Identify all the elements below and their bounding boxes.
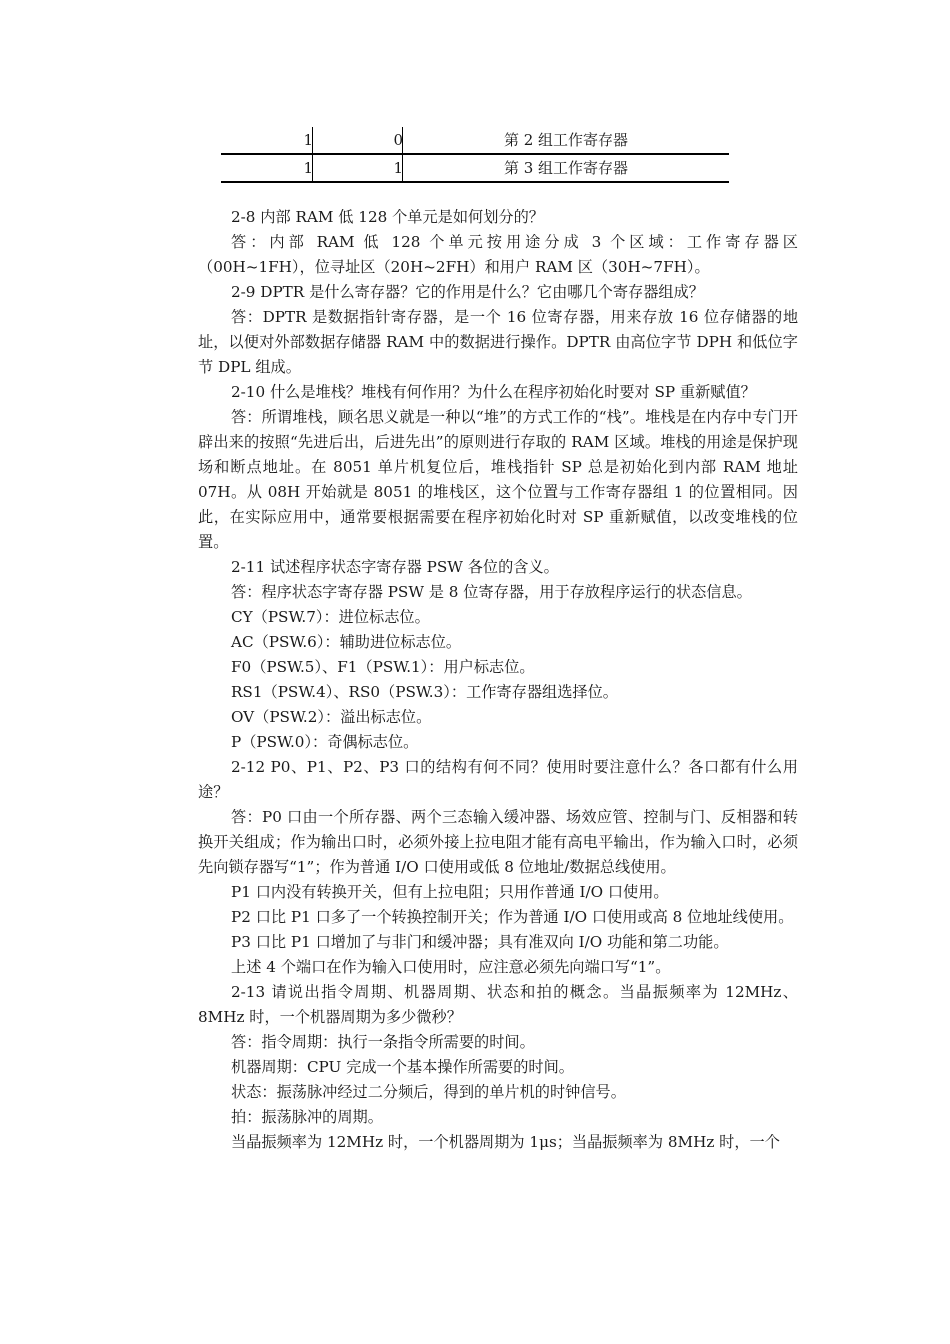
register-bank-table [221, 127, 729, 183]
question-2-13: 2-13 请说出指令周期、机器周期、状态和拍的概念。当晶振频率为 12MHz、8MHz 时，一个机器周期为多少微秒？ [198, 983, 798, 1026]
question-2-12: 2-12 P0、P1、P2、P3 口的结构有何不同？使用时要注意什么？各口都有什么用途？ [198, 758, 798, 801]
table-row [221, 155, 729, 183]
answer-2-12-note: 上述 4 个端口在作为输入口使用时，应注意必须先向端口写“1”。 [231, 958, 671, 976]
bank-description-cell: 第 3 组工作寄存器 [503, 159, 629, 177]
rs0-cell: 0 [393, 131, 403, 149]
answer-2-12-p1: P1 口内没有转换开关，但有上拉电阻；只用作普通 I/O 口使用。 [231, 883, 669, 901]
question-2-8: 2-8 内部 RAM 低 128 个单元是如何划分的？ [231, 208, 544, 226]
answer-2-13-beat: 拍：振荡脉冲的周期。 [231, 1108, 383, 1126]
answer-2-12-p3: P3 口比 P1 口增加了与非门和缓冲器；具有准双向 I/O 功能和第二功能。 [231, 933, 729, 951]
psw-bit-ac: AC（PSW.6）：辅助进位标志位。 [231, 633, 462, 651]
answer-2-8: 答：内部 RAM 低 128 个单元按用途分成 3 个区域：工作寄存器区（00H~1FH），位寻址区（20H~2FH）和用户 RAM 区（30H~7FH）。 [198, 233, 798, 276]
bank-description-cell: 第 2 组工作寄存器 [503, 131, 629, 149]
question-2-10: 2-10 什么是堆栈？堆栈有何作用？为什么在程序初始化时要对 SP 重新赋值？ [231, 383, 756, 401]
table-row [221, 127, 729, 155]
answer-2-13-machine-cycle: 机器周期：CPU 完成一个基本操作所需要的时间。 [231, 1058, 574, 1076]
answer-2-13-calculation: 当晶振频率为 12MHz 时，一个机器周期为 1μs；当晶振频率为 8MHz 时，一个 [231, 1133, 780, 1151]
question-2-9: 2-9 DPTR 是什么寄存器？它的作用是什么？它由哪几个寄存器组成？ [231, 283, 704, 301]
rs0-cell: 1 [393, 159, 403, 177]
psw-bit-cy: CY（PSW.7）：进位标志位。 [231, 608, 430, 626]
document-body [198, 205, 798, 1155]
rs1-cell: 1 [303, 159, 313, 177]
rs1-cell: 1 [303, 131, 313, 149]
psw-bit-f0-f1: F0（PSW.5）、F1（PSW.1）：用户标志位。 [231, 658, 535, 676]
answer-2-13-instruction-cycle: 答：指令周期：执行一条指令所需要的时间。 [231, 1033, 535, 1051]
answer-2-12-p0: 答：P0 口由一个所存器、两个三态输入缓冲器、场效应管、控制与门、反相器和转换开关组成；作为输出口时，必须外接上拉电阻才能有高电平输出，作为输入口时，必须先向锁存器写“1”；作为普通 I/O 口使用或低 8 位地址/数据总线使用。 [198, 808, 798, 876]
answer-2-12-p2: P2 口比 P1 口多了一个转换控制开关；作为普通 I/O 口使用或高 8 位地址线使用。 [231, 908, 794, 926]
psw-bit-ov: OV（PSW.2）：溢出标志位。 [231, 708, 432, 726]
answer-2-9: 答：DPTR 是数据指针寄存器，是一个 16 位寄存器，用来存放 16 位存储器的地址，以便对外部数据存储器 RAM 中的数据进行操作。DPTR 由高位字节 DPH 和低位字节 DPL 组成。 [198, 308, 798, 376]
psw-bit-rs1-rs0: RS1（PSW.4）、RS0（PSW.3）：工作寄存器组选择位。 [231, 683, 618, 701]
psw-bit-p: P（PSW.0）：奇偶标志位。 [231, 733, 419, 751]
answer-2-11: 答：程序状态字寄存器 PSW 是 8 位寄存器，用于存放程序运行的状态信息。 [231, 583, 752, 601]
answer-2-10: 答：所谓堆栈，顾名思义就是一种以“堆”的方式工作的“栈”。堆栈是在内存中专门开辟出来的按照“先进后出，后进先出”的原则进行存取的 RAM 区域。堆栈的用途是保护现场和断点地址。在 8051 单片机复位后，堆栈指针 SP 总是初始化到内部 RAM 地址 07H。从 08H 开始就是 8051 的堆栈区，这个位置与工作寄存器组 1 的位置相同。因此，在实际应用中，通常要根据需要在程序初始化时对 SP 重新赋值，以改变堆栈的位置。 [198, 408, 798, 551]
question-2-11: 2-11 试述程序状态字寄存器 PSW 各位的含义。 [231, 558, 559, 576]
answer-2-13-state: 状态：振荡脉冲经过二分频后，得到的单片机的时钟信号。 [231, 1083, 626, 1101]
